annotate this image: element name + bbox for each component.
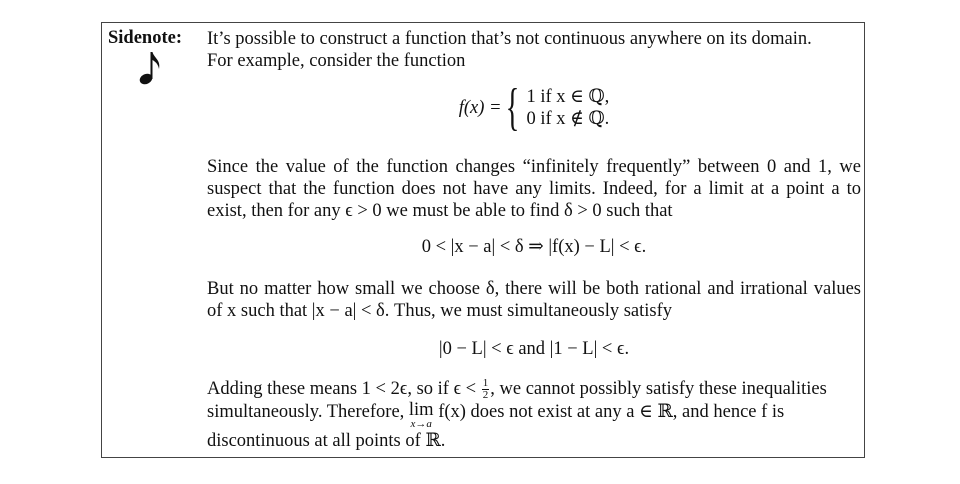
para-intro-1: It’s possible to construct a function that’s not continuous anywhere on its domain.	[207, 29, 812, 49]
case-rational: 1 if x ∈ ℚ,	[526, 87, 610, 107]
equation-simultaneous: |0 − L| < ϵ and |1 − L| < ϵ.	[438, 339, 630, 359]
limit-word: lim	[408, 400, 434, 421]
case-irrational: 0 if x ∉ ℚ.	[526, 109, 610, 129]
conclusion-part-1: Adding these means 1 < 2ϵ, so if ϵ <	[207, 379, 477, 399]
para-intro-2: For example, consider the function	[207, 51, 466, 71]
limit-subscript: x→a	[410, 418, 432, 431]
equation-implication: 0 < |x − a| < δ ⇒ |f(x) − L| < ϵ.	[421, 237, 647, 257]
eighth-note-icon	[138, 49, 164, 92]
piecewise-cases	[527, 86, 610, 130]
para-conclusion	[207, 378, 861, 452]
para-rational-irrational: But no matter how small we choose δ, there will be both rational and irrational values of x such that |x − a| < δ. Thus, we must simultaneously satisfy	[207, 279, 861, 321]
fraction-denominator: 2	[482, 389, 489, 402]
conclusion-part-3: f(x) does not exist at any a ∈ ℝ, and hence f is discontinuous at all points of ℝ.	[207, 402, 785, 452]
piecewise-lhs: f(x) =	[458, 98, 502, 118]
sidenote-content	[207, 28, 861, 452]
fraction-one-half	[482, 378, 490, 401]
limit-operator	[409, 401, 434, 430]
fraction-numerator: 1	[482, 377, 489, 390]
piecewise-definition	[207, 78, 861, 138]
conclusion-part-2: , we cannot possibly satisfy these inequalities simultaneously. Therefore,	[207, 379, 827, 423]
para-limits: Since the value of the function changes “infinitely frequently” between 0 and 1, we suspect that the function does not have any limits. Indeed, for a limit at a point a to exist, then for any ϵ > 0 we must be able to find δ > 0 such that	[207, 157, 861, 221]
sidenote-label: Sidenote:	[108, 28, 182, 48]
left-brace: {	[505, 79, 519, 136]
